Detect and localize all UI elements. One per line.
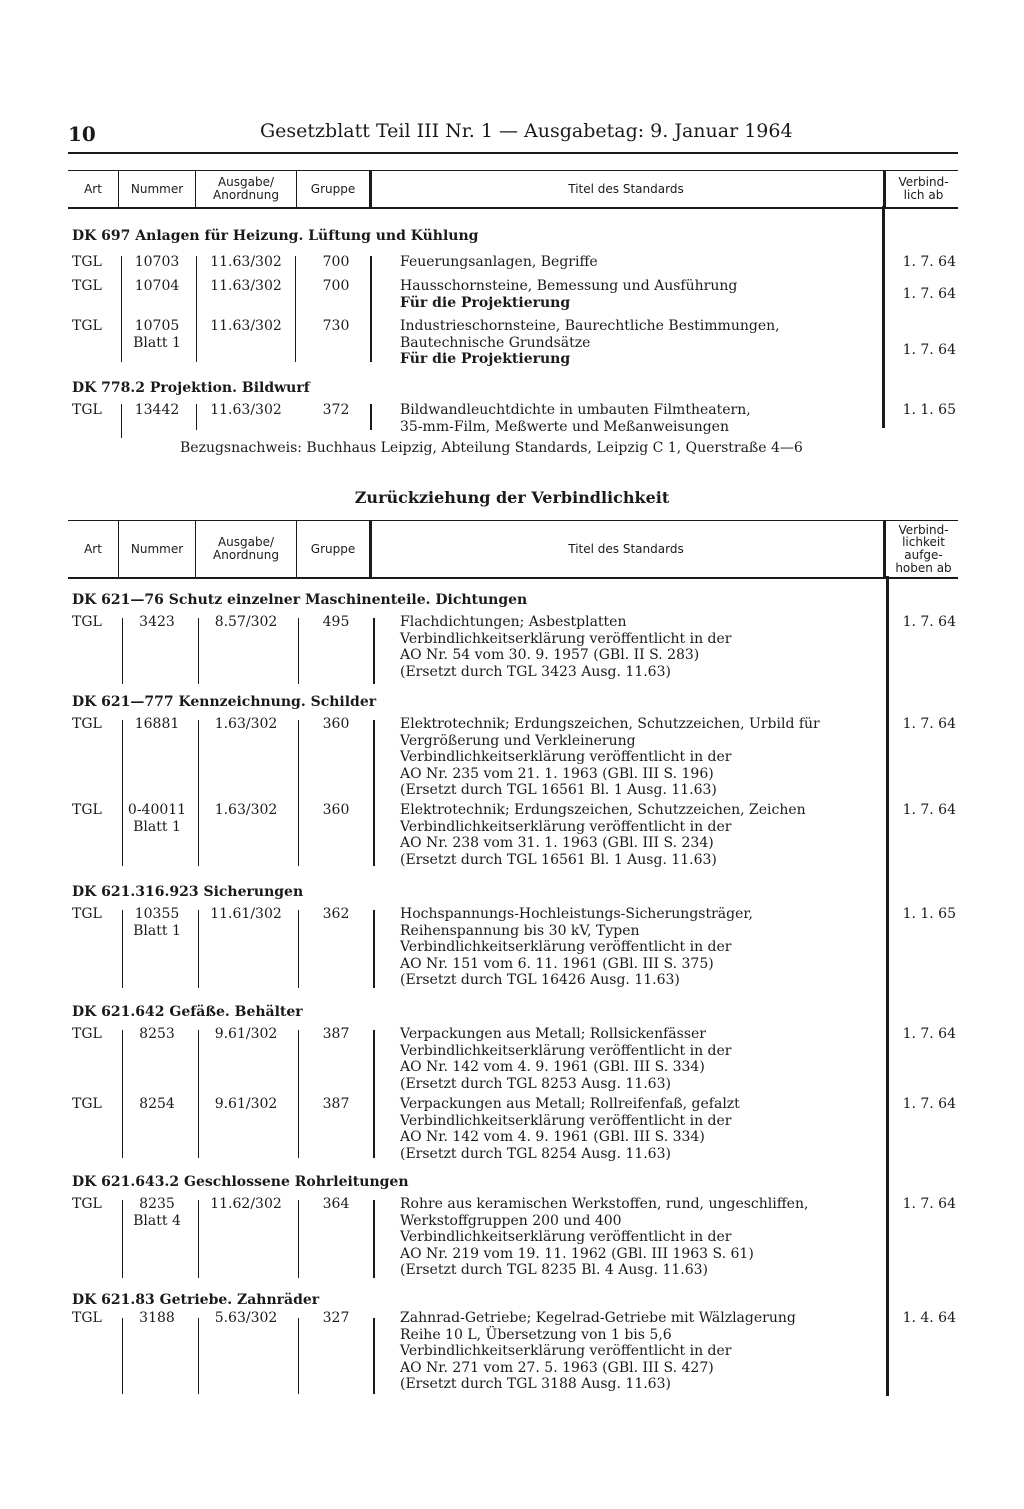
- cell-date: 1. 7. 64: [902, 254, 956, 270]
- cell-art: TGL: [72, 802, 102, 818]
- cell-ausgabe: 9.61/302: [214, 1096, 278, 1112]
- cell-art: TGL: [72, 402, 102, 418]
- cell-date: 1. 7. 64: [902, 342, 956, 358]
- cell-art: TGL: [72, 278, 102, 294]
- cell-titel: Industrieschornsteine, Baurechtliche Bestimmungen, Bautechnische Grundsätze Für die Projektierung: [400, 318, 780, 367]
- column-rule: [298, 1318, 299, 1394]
- cell-art: TGL: [72, 1310, 102, 1326]
- column-rule: [370, 404, 372, 430]
- cell-ausgabe: 1.63/302: [214, 802, 278, 818]
- cell-nummer: 10703: [134, 254, 180, 270]
- cell-ausgabe: 8.57/302: [214, 614, 278, 630]
- cell-date: 1. 7. 64: [902, 286, 956, 302]
- column-rule: [298, 1200, 299, 1278]
- cell-date: 1. 7. 64: [902, 1196, 956, 1212]
- cell-gruppe: 364: [322, 1196, 350, 1212]
- column-rule: [373, 720, 375, 866]
- cell-gruppe: 387: [322, 1096, 350, 1112]
- col-verbindlich: Verbind- lich ab: [883, 171, 961, 207]
- cell-date: 1. 1. 65: [902, 402, 956, 418]
- cell-date: 1. 4. 64: [902, 1310, 956, 1326]
- section-heading: DK 621—76 Schutz einzelner Maschinenteile. Dichtungen: [72, 592, 528, 608]
- cell-gruppe: 730: [322, 318, 350, 334]
- cell-date: 1. 7. 64: [902, 614, 956, 630]
- section-heading: DK 621.83 Getriebe. Zahnräder: [72, 1292, 320, 1308]
- column-rule: [122, 1318, 123, 1394]
- column-rule: [373, 1030, 375, 1158]
- col-art: Art: [68, 171, 119, 207]
- cell-titel: Bildwandleuchtdichte in umbauten Filmtheatern, 35-mm-Film, Meßwerte und Meßanweisungen: [400, 402, 751, 435]
- cell-ausgabe: 11.63/302: [210, 254, 282, 270]
- col-titel: Titel des Standards: [568, 181, 684, 196]
- cell-titel: Verpackungen aus Metall; Rollreifenfaß, gefalzt Verbindlichkeitserklärung veröffentlicht in der AO Nr. 142 vom 4. 9. 1961 (GBl. III S. 334) (Ersetzt durch TGL 8254 Ausg. 11.63): [400, 1096, 740, 1162]
- section-heading: DK 621.643.2 Geschlossene Rohrleitungen: [72, 1174, 409, 1190]
- column-rule: [122, 910, 123, 988]
- cell-nummer: 3188: [139, 1310, 175, 1326]
- cell-date: 1. 7. 64: [902, 716, 956, 732]
- column-rule: [196, 404, 197, 430]
- cell-ausgabe: 11.63/302: [210, 318, 282, 334]
- cell-art: TGL: [72, 906, 102, 922]
- cell-nummer: 10704: [134, 278, 180, 294]
- cell-gruppe: 495: [322, 614, 350, 630]
- col-nummer: Nummer: [119, 521, 196, 577]
- col-verbindlichkeit: Verbind- lichkeit aufge- hoben ab: [883, 521, 961, 577]
- cell-nummer: 8254: [139, 1096, 175, 1112]
- col-nummer: Nummer: [119, 171, 196, 207]
- column-rule: [196, 256, 197, 362]
- cell-titel: Elektrotechnik; Erdungszeichen, Schutzzeichen, Zeichen Verbindlichkeitserklärung veröffentlicht in der AO Nr. 238 vom 31. 1. 1963 (GBl. III S. 234) (Ersetzt durch TGL 16561 Bl. 1 Ausg. 11.63): [400, 802, 806, 868]
- column-rule: [373, 1318, 375, 1394]
- cell-date: 1. 7. 64: [902, 1026, 956, 1042]
- cell-nummer: 13442: [134, 402, 180, 418]
- cell-ausgabe: 11.62/302: [210, 1196, 282, 1212]
- section-title: Zurückziehung der Verbindlichkeit: [354, 488, 670, 507]
- table-row: [68, 1310, 958, 1394]
- bezugsnachweis-note: Bezugsnachweis: Buchhaus Leipzig, Abteilung Standards, Leipzig C 1, Querstraße 4—6: [180, 440, 803, 456]
- table-row: [68, 1196, 958, 1278]
- cell-titel: Hochspannungs-Hochleistungs-Sicherungsträger, Reihenspannung bis 30 kV, Typen Verbindlichkeitserklärung veröffentlicht in der AO Nr. 151 vom 6. 11. 1961 (GBl. III S. 375) (Ersetzt durch TGL 16426 Ausg. 11.63): [400, 906, 753, 988]
- column-rule: [373, 910, 375, 988]
- cell-titel: Zahnrad-Getriebe; Kegelrad-Getriebe mit Wälzlagerung Reihe 10 L, Übersetzung von 1 bis 5,6 Verbindlichkeitserklärung veröffentlicht in der AO Nr. 271 vom 27. 5. 1963 (GBl. III S. 427) (Ersetzt durch TGL 3188 Ausg. 11.63): [400, 1310, 796, 1392]
- cell-nummer: 3423: [139, 614, 175, 630]
- table1-date-separator: [882, 206, 885, 428]
- section-heading: DK 697 Anlagen für Heizung. Lüftung und Kühlung: [72, 228, 479, 244]
- table-row: [68, 254, 958, 274]
- cell-date: 1. 7. 64: [902, 802, 956, 818]
- cell-art: TGL: [72, 254, 102, 270]
- column-rule: [198, 910, 199, 988]
- col-titel: Titel des Standards: [568, 541, 684, 556]
- header-title: Gesetzblatt Teil III Nr. 1 — Ausgabetag: 9. Januar 1964: [260, 120, 793, 142]
- cell-nummer: 10355 Blatt 1: [133, 906, 181, 939]
- cell-gruppe: 362: [322, 906, 350, 922]
- cell-date: 1. 7. 64: [902, 1096, 956, 1112]
- column-rule: [198, 618, 199, 684]
- column-rule: [198, 1030, 199, 1158]
- table-row: [68, 614, 958, 684]
- column-rule: [295, 256, 296, 362]
- column-rule: [373, 618, 375, 684]
- cell-art: TGL: [72, 1096, 102, 1112]
- cell-titel: Hausschornsteine, Bemessung und Ausführung Für die Projektierung: [400, 278, 738, 311]
- column-rule: [121, 256, 122, 362]
- column-rule: [373, 1200, 375, 1278]
- cell-titel: Verpackungen aus Metall; Rollsickenfässer Verbindlichkeitserklärung veröffentlicht in der AO Nr. 142 vom 4. 9. 1961 (GBl. III S. 334) (Ersetzt durch TGL 8253 Ausg. 11.63): [400, 1026, 732, 1092]
- cell-art: TGL: [72, 318, 102, 334]
- table1-header: [68, 170, 958, 209]
- cell-titel: Feuerungsanlagen, Begriffe: [400, 254, 598, 270]
- cell-titel: Flachdichtungen; Asbestplatten Verbindlichkeitserklärung veröffentlicht in der AO Nr. 54 vom 30. 9. 1957 (GBl. II S. 283) (Ersetzt durch TGL 3423 Ausg. 11.63): [400, 614, 732, 680]
- cell-ausgabe: 5.63/302: [214, 1310, 278, 1326]
- column-rule: [198, 1318, 199, 1394]
- column-rule: [122, 618, 123, 684]
- section-heading: DK 621.642 Gefäße. Behälter: [72, 1004, 303, 1020]
- table-row: [68, 906, 958, 988]
- cell-titel: Rohre aus keramischen Werkstoffen, rund, ungeschliffen, Werkstoffgruppen 200 und 400 Verbindlichkeitserklärung veröffentlicht in der AO Nr. 219 vom 19. 11. 1962 (GBl. III 1963 S. 61) (Ersetzt durch TGL 8235 Bl. 4 Ausg. 11.63): [400, 1196, 809, 1278]
- section-heading: DK 621—777 Kennzeichnung. Schilder: [72, 694, 377, 710]
- column-rule: [198, 720, 199, 866]
- table-row: [68, 318, 958, 366]
- cell-ausgabe: 11.63/302: [210, 402, 282, 418]
- cell-gruppe: 360: [322, 716, 350, 732]
- cell-art: TGL: [72, 716, 102, 732]
- table-row: [68, 716, 958, 798]
- cell-nummer: 8253: [139, 1026, 175, 1042]
- cell-ausgabe: 9.61/302: [214, 1026, 278, 1042]
- cell-gruppe: 372: [322, 402, 350, 418]
- column-rule: [122, 1200, 123, 1278]
- column-rule: [298, 618, 299, 684]
- cell-nummer: 0-40011 Blatt 1: [127, 802, 187, 835]
- cell-gruppe: 360: [322, 802, 350, 818]
- cell-titel: Elektrotechnik; Erdungszeichen, Schutzzeichen, Urbild für Vergrößerung und Verkleinerung Verbindlichkeitserklärung veröffentlicht in der AO Nr. 235 vom 21. 1. 1963 (GBl. III S. 196) (Ersetzt durch TGL 16561 Bl. 1 Ausg. 11.63): [400, 716, 820, 798]
- section-heading: DK 778.2 Projektion. Bildwurf: [72, 380, 310, 396]
- column-rule: [198, 1200, 199, 1278]
- cell-date: 1. 1. 65: [902, 906, 956, 922]
- table2-header: [68, 520, 958, 579]
- cell-nummer: 16881: [134, 716, 180, 732]
- column-rule: [298, 1030, 299, 1158]
- column-rule: [122, 1030, 123, 1158]
- cell-nummer: 8235 Blatt 4: [133, 1196, 181, 1229]
- col-ausgabe: Ausgabe/ Anordnung: [196, 171, 297, 207]
- cell-gruppe: 327: [322, 1310, 350, 1326]
- column-rule: [298, 910, 299, 988]
- cell-ausgabe: 11.63/302: [210, 278, 282, 294]
- cell-nummer: 10705 Blatt 1: [133, 318, 181, 351]
- section-heading: DK 621.316.923 Sicherungen: [72, 884, 304, 900]
- col-art: Art: [68, 521, 119, 577]
- cell-ausgabe: 1.63/302: [214, 716, 278, 732]
- table-row: [68, 278, 958, 312]
- cell-art: TGL: [72, 1026, 102, 1042]
- table-row: [68, 1096, 958, 1162]
- cell-gruppe: 387: [322, 1026, 350, 1042]
- column-rule: [298, 720, 299, 866]
- cell-gruppe: 700: [322, 254, 350, 270]
- column-rule: [370, 256, 372, 362]
- table-row: [68, 802, 958, 868]
- col-gruppe: Gruppe: [297, 521, 372, 577]
- page-header: [68, 116, 958, 154]
- page-number: 10: [68, 122, 96, 146]
- col-gruppe: Gruppe: [297, 171, 372, 207]
- table-row: [68, 402, 958, 436]
- table-row: [68, 1026, 958, 1092]
- column-rule: [122, 720, 123, 866]
- cell-art: TGL: [72, 1196, 102, 1212]
- cell-art: TGL: [72, 614, 102, 630]
- col-ausgabe: Ausgabe/ Anordnung: [196, 521, 297, 577]
- cell-gruppe: 700: [322, 278, 350, 294]
- column-rule: [121, 404, 122, 438]
- cell-ausgabe: 11.61/302: [210, 906, 282, 922]
